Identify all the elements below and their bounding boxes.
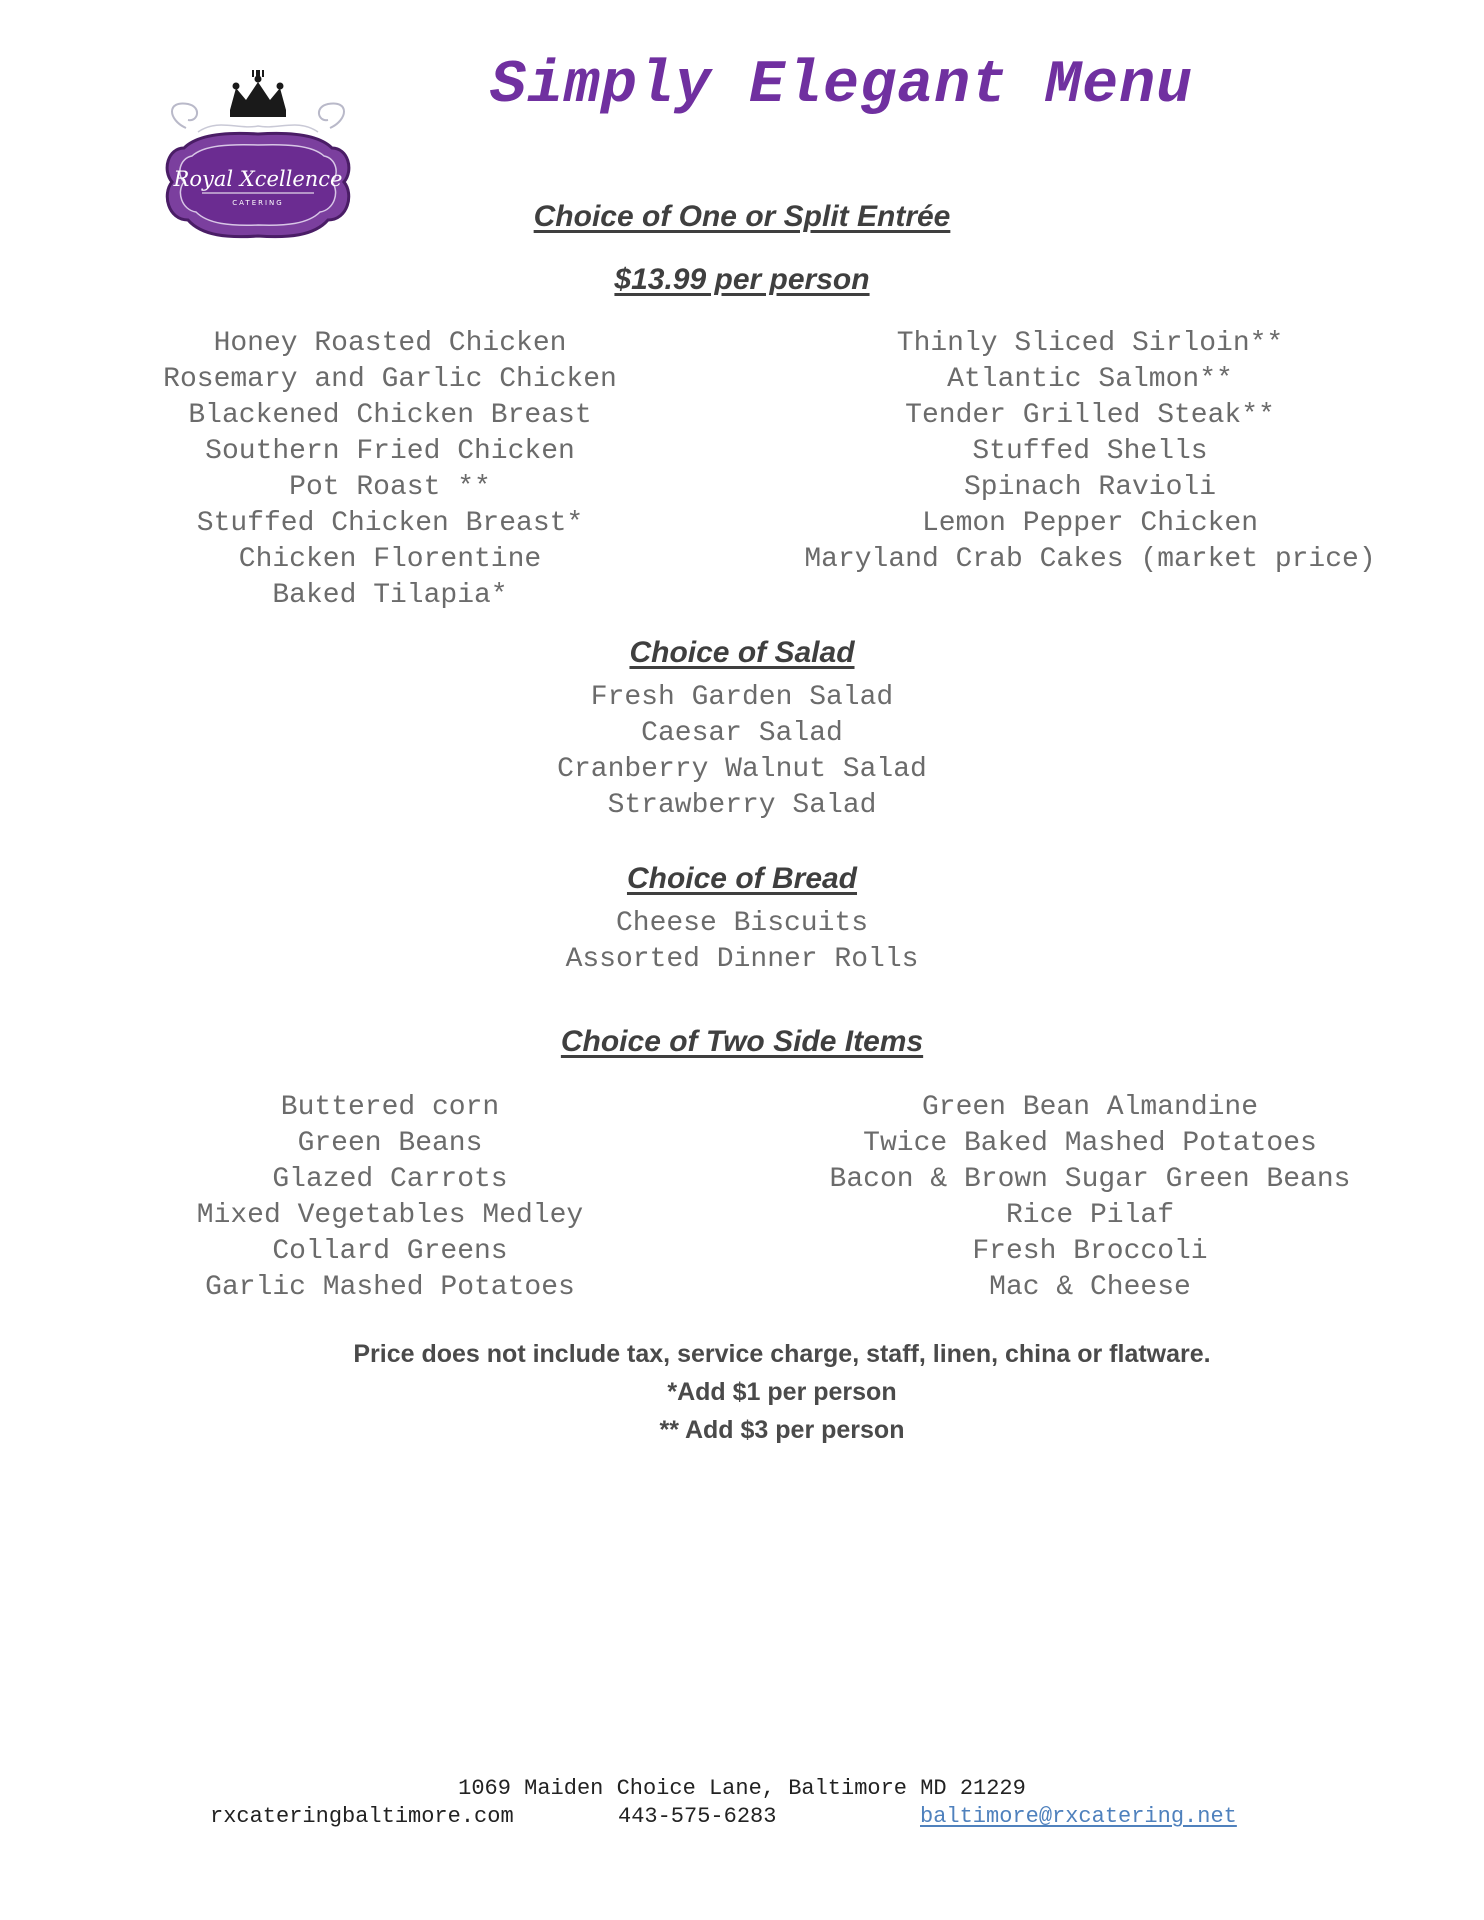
list-item: Atlantic Salmon** — [947, 364, 1233, 395]
list-item: Tender Grilled Steak** — [905, 400, 1275, 431]
entree-right-list — [770, 326, 1410, 578]
list-item: Lemon Pepper Chicken — [921, 508, 1259, 539]
footer-phone: 443-575-6283 — [618, 1804, 777, 1829]
note-line: Price does not include tax, service charge, staff, linen, china or flatware. — [353, 1340, 1211, 1368]
list-item: Glazed Carrots — [272, 1164, 508, 1195]
list-item: Pot Roast ** — [289, 472, 491, 503]
list-item: Southern Fried Chicken — [205, 436, 575, 467]
list-item: Mac & Cheese — [989, 1272, 1191, 1303]
footer-website[interactable]: rxcateringbaltimore.com — [210, 1804, 514, 1829]
list-item: Bacon & Brown Sugar Green Beans — [829, 1164, 1351, 1195]
list-item: Blackened Chicken Breast — [188, 400, 592, 431]
list-item: Mixed Vegetables Medley — [196, 1200, 584, 1231]
fork-icon — [252, 70, 264, 82]
list-item: Maryland Crab Cakes (market price) — [804, 544, 1376, 575]
list-item: Rosemary and Garlic Chicken — [163, 364, 617, 395]
list-item: Twice Baked Mashed Potatoes — [863, 1128, 1317, 1159]
list-item: Strawberry Salad — [607, 790, 877, 821]
list-item: Garlic Mashed Potatoes — [205, 1272, 575, 1303]
entree-price: $13.99 per person — [614, 263, 870, 296]
list-item: Green Beans — [297, 1128, 483, 1159]
pricing-notes — [0, 1335, 1484, 1449]
page-title: Simply Elegant Menu — [490, 52, 1194, 120]
sides-left-list — [90, 1090, 690, 1306]
footer-email-link[interactable]: baltimore@rxcatering.net — [920, 1804, 1237, 1829]
bread-list — [442, 906, 1042, 978]
footer-address: 1069 Maiden Choice Lane, Baltimore MD 21229 — [458, 1776, 1026, 1801]
list-item: Green Bean Almandine — [921, 1092, 1259, 1123]
entree-heading: Choice of One or Split Entrée — [533, 200, 951, 233]
list-item: Buttered corn — [280, 1092, 500, 1123]
salad-heading: Choice of Salad — [629, 636, 855, 669]
sides-right-list — [770, 1090, 1410, 1306]
list-item: Fresh Garden Salad — [590, 682, 894, 713]
list-item: Assorted Dinner Rolls — [565, 944, 919, 975]
list-item: Caesar Salad — [641, 718, 843, 749]
salad-list — [442, 680, 1042, 824]
list-item: Cheese Biscuits — [615, 908, 869, 939]
list-item: Fresh Broccoli — [972, 1236, 1208, 1267]
logo-subtext: CATERING — [232, 199, 284, 207]
list-item: Chicken Florentine — [238, 544, 542, 575]
list-item: Thinly Sliced Sirloin** — [896, 328, 1284, 359]
note-line: *Add $1 per person — [667, 1378, 897, 1406]
list-item: Honey Roasted Chicken — [213, 328, 567, 359]
note-line: ** Add $3 per person — [659, 1416, 905, 1444]
list-item: Cranberry Walnut Salad — [557, 754, 927, 785]
list-item: Collard Greens — [272, 1236, 508, 1267]
list-item: Rice Pilaf — [1005, 1200, 1175, 1231]
sides-heading: Choice of Two Side Items — [560, 1025, 924, 1058]
logo-text: Royal Xcellence — [173, 167, 343, 191]
entree-left-list — [90, 326, 690, 614]
list-item: Stuffed Chicken Breast* — [196, 508, 584, 539]
list-item: Baked Tilapia* — [272, 580, 508, 611]
bread-heading: Choice of Bread — [626, 862, 858, 895]
list-item: Stuffed Shells — [972, 436, 1208, 467]
list-item: Spinach Ravioli — [963, 472, 1217, 503]
